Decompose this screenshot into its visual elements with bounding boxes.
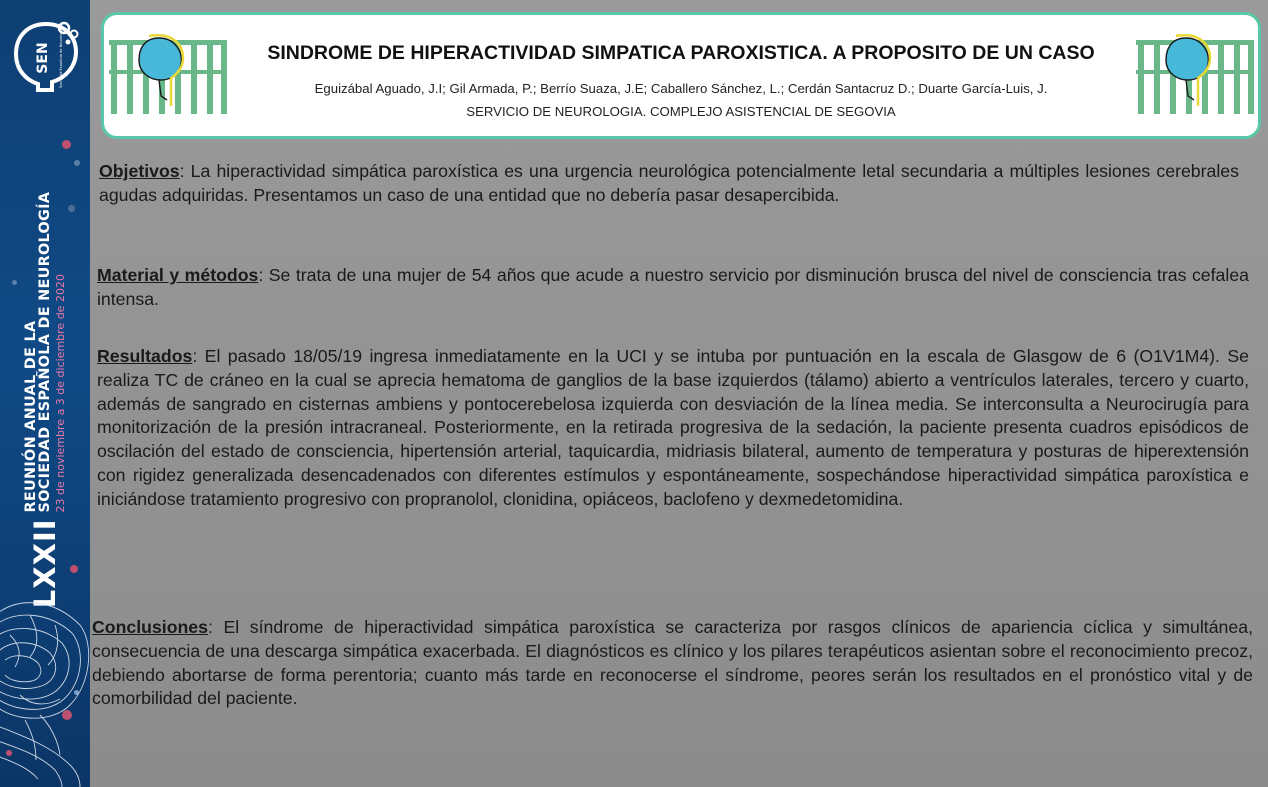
sidebar-banner [0,0,90,787]
congress-line1: REUNIÓN ANUAL DE LA [23,320,40,513]
congress-dates: 23 de noviembre a 3 de diciembre de 2020 [53,274,67,513]
decor-dot [12,280,17,285]
svg-text:Sociedad Española de Neurologí: Sociedad Española de Neurología [59,27,63,89]
congress-number: LXXII [28,518,62,609]
congress-banner [24,192,66,608]
sen-logo [8,18,84,94]
section-heading: Objetivos [99,161,180,181]
section-heading: Material y métodos [97,265,259,285]
decor-dot [70,565,78,573]
section-objetivos [99,160,1239,208]
decor-dot [62,140,71,149]
poster-header [101,12,1261,139]
section-heading: Resultados [97,346,193,366]
poster-affiliation: SERVICIO DE NEUROLOGIA. COMPLEJO ASISTENCIAL DE SEGOVIA [466,104,896,119]
congress-line2: SOCIEDAD ESPAÑOLA DE NEUROLOGÍA [37,191,54,513]
section-text: : El síndrome de hiperactividad simpática paroxística se caracteriza por rasgos clínicos de apariencia cíclica y simultánea, consecuencia de una descarga simpática exacerbada. El diagnósticos es clínico y los pilares terapéuticos asientan sobre el reconocimiento precoz, debiendo abortarse de forma perentoria; cuanto más tarde en reconocerse el síndrome, peores serán los resultados en el pronóstico vital y de comorbilidad del paciente. [92,617,1253,709]
section-conclusiones [92,616,1253,711]
brain-illustration [0,595,90,787]
decor-dot [74,160,80,166]
poster-authors: Eguizábal Aguado, J.I; Gil Armada, P.; Berrío Suaza, J.E; Caballero Sánchez, L.; Cerdán Santacruz D.; Duarte García-Luis, J. [314,81,1048,96]
section-resultados [97,345,1249,512]
decor-dot [68,205,75,212]
poster-title: SINDROME DE HIPERACTIVIDAD SIMPATICA PAROXISTICA. A PROPOSITO DE UN CASO [267,42,1095,64]
section-text: : Se trata de una mujer de 54 años que acude a nuestro servicio por disminución brusca del nivel de consciencia tras cefalea intensa. [97,265,1250,309]
svg-text:SEN: SEN [35,42,51,74]
section-material-metodos [97,264,1249,312]
section-text: : El pasado 18/05/19 ingresa inmediatamente en la UCI y se intuba por puntuación en la escala de Glasgow de 6 (O1V1M4). Se realiza TC de cráneo en la cual se aprecia hematoma de ganglios de la base izquierdos (tálamo) abierto a ventrículos laterales, tercero y cuarto, además de sangrado en cisternas ambiens y pontocerebelosa izquierda con desviación de la línea media. Se interconsulta a Neurocirugía para monitorización de la presión intracraneal. Posteriormente, en la retirada progresiva de la sedación, la paciente presenta cuadros episódicos de oscilación del estado de consciencia, hipertensión arterial, taquicardia, midriasis bilateral, aumento de temperatura y posturas de hiperextensión con rigidez generalizada desencadenados con diferentes estímulos y espontáneamente, sospechándose hiperactividad simpática paroxística e iniciándose tratamiento progresivo con propranolol, clonidina, opiáceos, baclofeno y dexmedetomidina. [97,346,1249,509]
section-text: : La hiperactividad simpática paroxística es una urgencia neurológica potencialmente letal secundaria a múltiples lesiones cerebrales agudas adquiridas. Presentamos un caso de una entidad que no debería pasar desapercibida. [99,161,1239,205]
aqueduct-logo-icon [1136,34,1254,114]
section-heading: Conclusiones [92,617,208,637]
